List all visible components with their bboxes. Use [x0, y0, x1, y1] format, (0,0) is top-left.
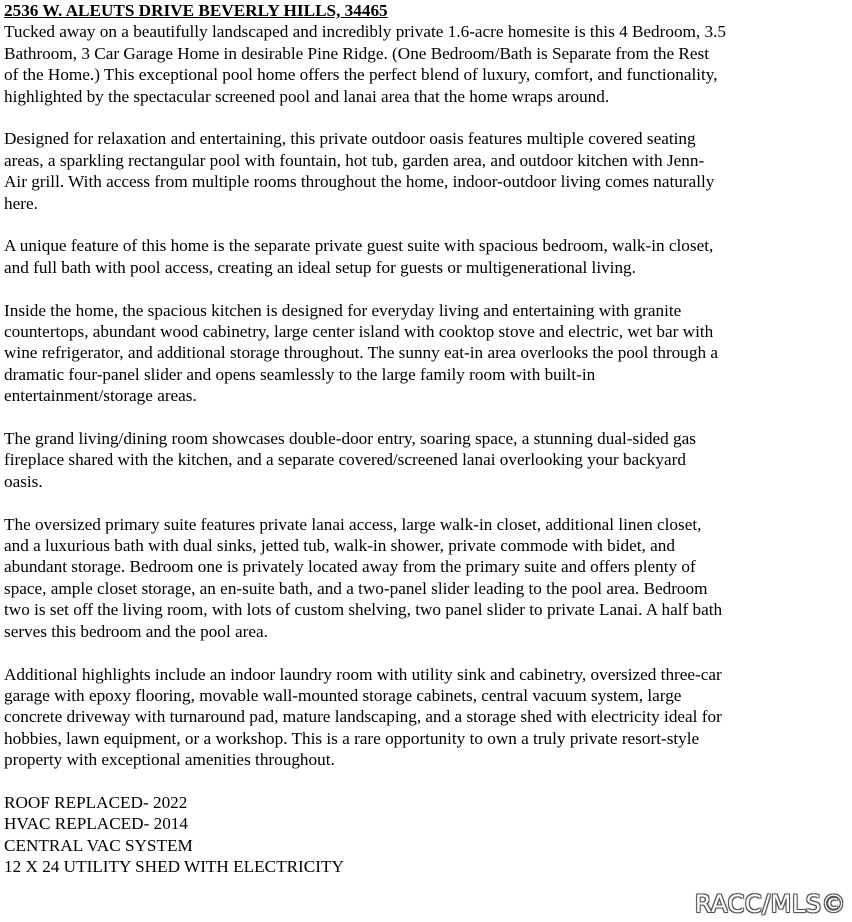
listing-description [4, 0, 846, 878]
feature-list [4, 792, 846, 878]
description-paragraph-5: The grand living/dining room showcases double-door entry, soaring space, a stunning dual-sided gas fireplace shared with the kitchen, and a separate covered/screened lanai overlooking your backyard oasis. [4, 429, 696, 491]
description-paragraph-2: Designed for relaxation and entertaining, this private outdoor oasis features multiple covered seating areas, a sparkling rectangular pool with fountain, hot tub, garden area, and outdoor kitchen with Jenn-Air grill. With access from multiple rooms throughout the home, indoor-outdoor living comes naturally here. [4, 129, 715, 213]
mls-watermark: RACC/MLS© [694, 890, 846, 918]
description-paragraph-3: A unique feature of this home is the separate private guest suite with spacious bedroom, walk-in closet, and full bath with pool access, creating an ideal setup for guests or multigenerational living. [4, 236, 714, 277]
feature-item: ROOF REPLACED- 2022 [4, 792, 188, 812]
description-paragraph-1: Tucked away on a beautifully landscaped and incredibly private 1.6-acre homesite is this 4 Bedroom, 3.5 Bathroom, 3 Car Garage Home in desirable Pine Ridge. (One Bedroom/Bath is Separate from the Rest of the Home.) This exceptional pool home offers the perfect blend of luxury, comfort, and functionality, highlighted by the spectacular screened pool and lanai area that the home wraps around. [4, 22, 727, 106]
listing-address-title: 2536 W. ALEUTS DRIVE BEVERLY HILLS, 34465 [4, 1, 388, 20]
description-paragraph-6: The oversized primary suite features private lanai access, large walk-in closet, additional linen closet, and a luxurious bath with dual sinks, jetted tub, walk-in shower, private commode with bidet, and abundant storage. Bedroom one is privately located away from the primary suite and offers plenty of space, ample closet storage, an en-suite bath, and a two-panel slider leading to the pool area. Bedroom two is set off the living room, with lots of custom shelving, two panel slider to private Lanai. A half bath serves this bedroom and the pool area. [4, 514, 723, 641]
feature-item: 12 X 24 UTILITY SHED WITH ELECTRICITY [4, 857, 344, 877]
feature-item: CENTRAL VAC SYSTEM [4, 835, 193, 855]
feature-item: HVAC REPLACED- 2014 [4, 814, 188, 834]
description-paragraph-4: Inside the home, the spacious kitchen is designed for everyday living and entertaining with granite countertops, abundant wood cabinetry, large center island with cooktop stove and electric, wet bar with wine refrigerator, and additional storage throughout. The sunny eat-in area overlooks the pool through a dramatic four-panel slider and opens seamlessly to the large family room with built-in entertainment/storage areas. [4, 300, 718, 406]
description-paragraph-7: Additional highlights include an indoor laundry room with utility sink and cabinetry, oversized three-car garage with epoxy flooring, movable wall-mounted storage cabinets, central vacuum system, large concrete driveway with turnaround pad, mature landscaping, and a storage shed with electricity ideal for hobbies, lawn equipment, or a workshop. This is a rare opportunity to own a truly private resort-style property with exceptional amenities throughout. [4, 664, 722, 770]
